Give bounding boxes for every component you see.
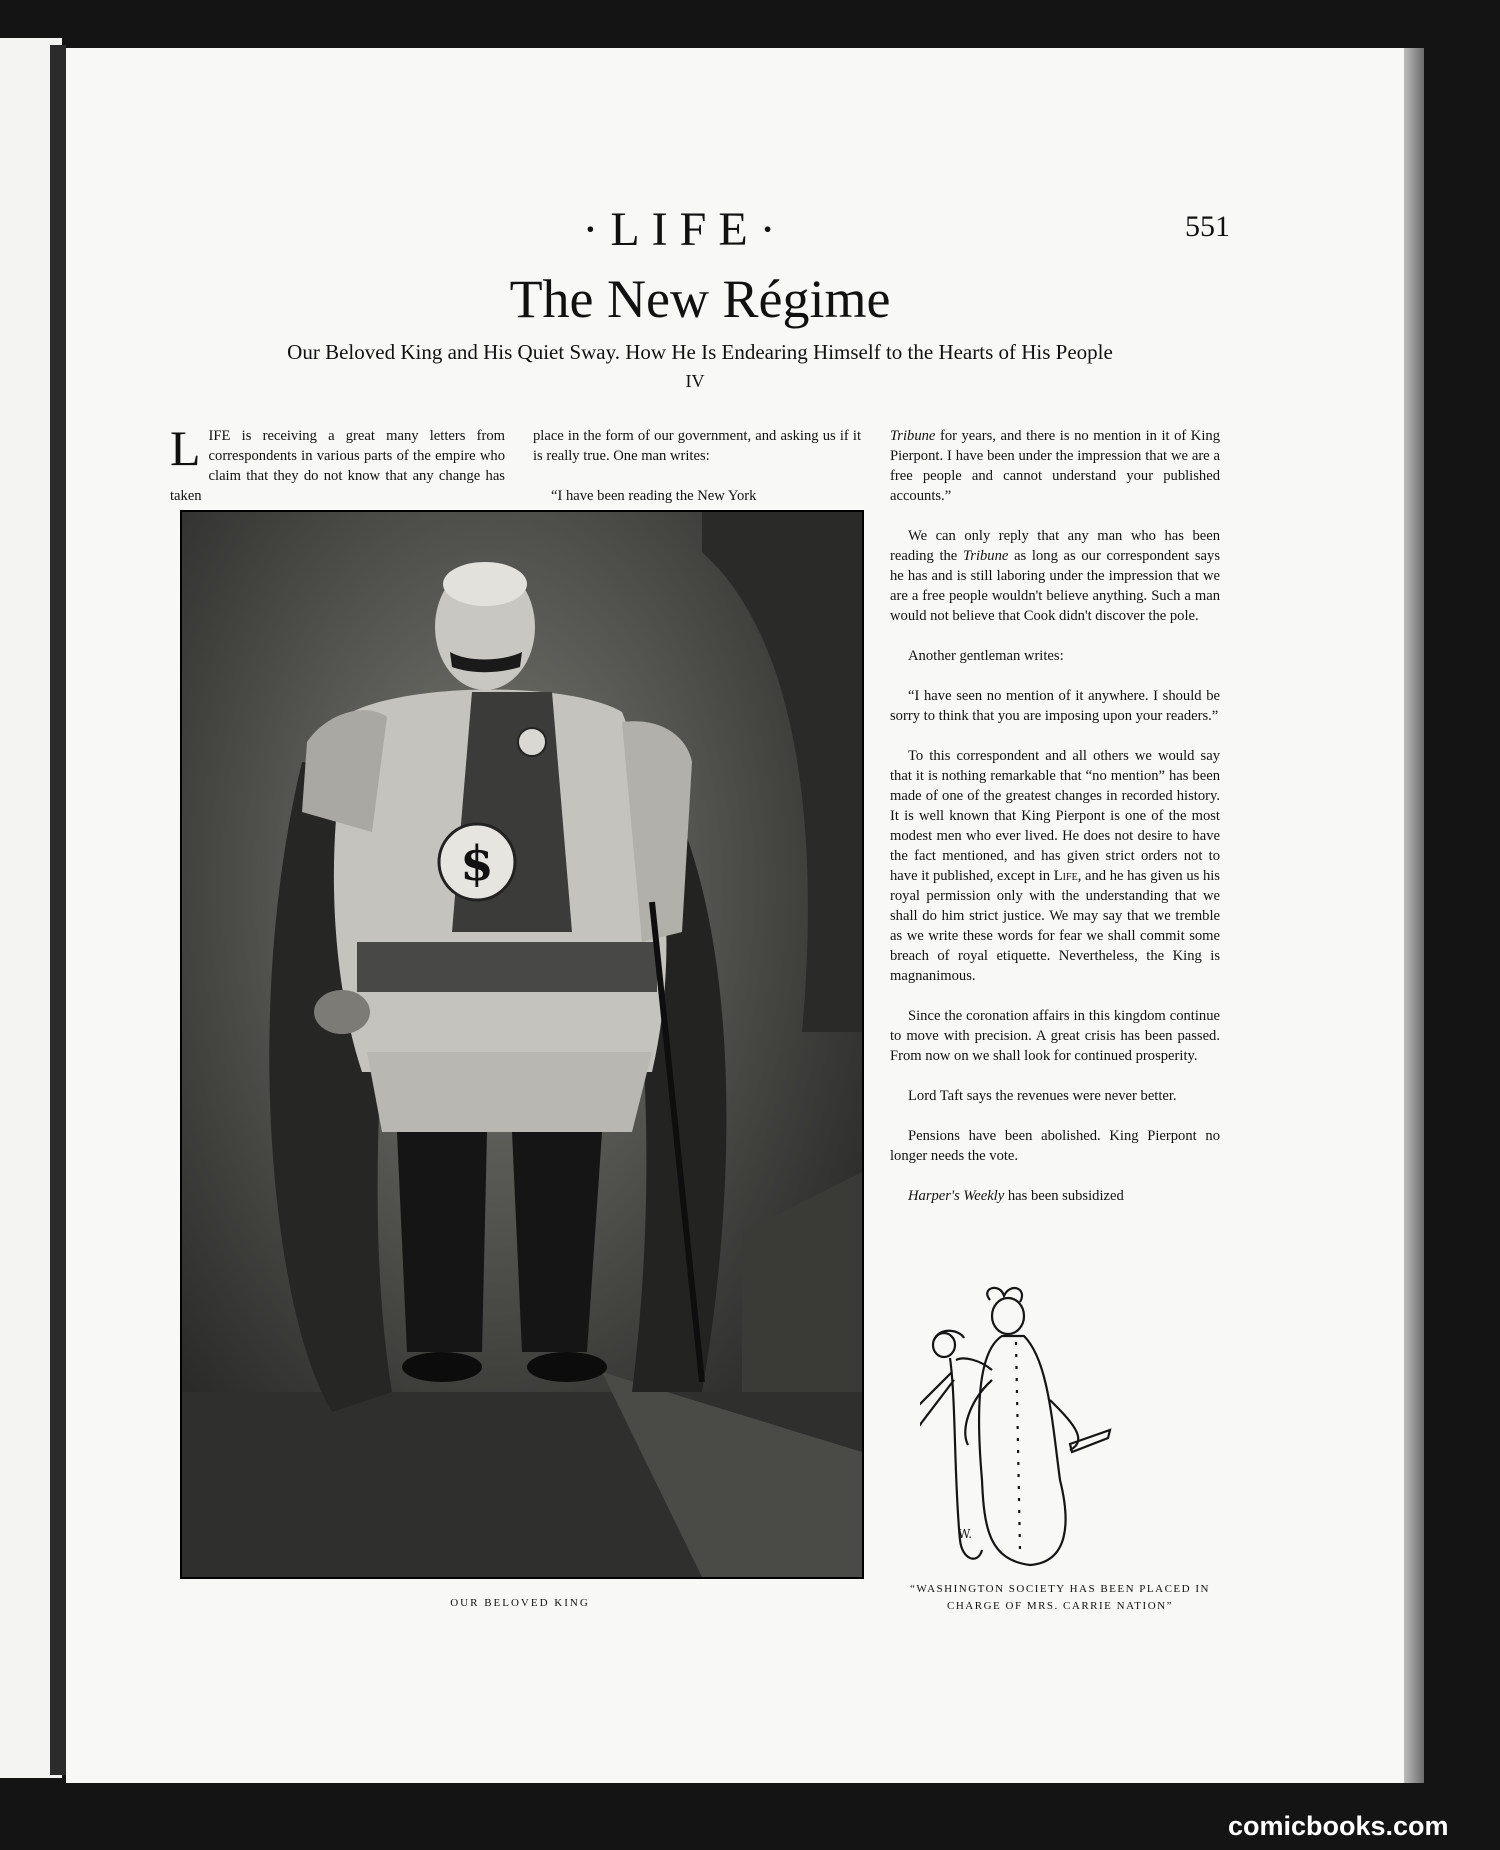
paragraph: Lord Taft says the revenues were never better. (908, 1088, 1177, 1104)
text-column-2 (533, 406, 861, 526)
king-portrait-photo (180, 510, 864, 1579)
cartoon-illustration (920, 1280, 1170, 1580)
cartoon-caption: “WASHINGTON SOCIETY HAS BEEN PLACED IN CHARGE OF MRS. CARRIE NATION” (910, 1583, 1210, 1612)
paragraph (890, 746, 1220, 986)
paragraph (890, 426, 1220, 506)
paragraph (890, 526, 1220, 626)
article-title: The New Régime (509, 269, 891, 329)
paragraph-text: We can only reply that any man who has been reading the (890, 528, 1220, 564)
paragraph-text: , and he has given us his royal permission only with the understanding that we shall do him strict justice. We may say that we tremble as we write these words for fear we shall commit some breach of royal etiquette. Nevertheless, the King is magnanimous. (890, 868, 1220, 984)
article-subtitle: Our Beloved King and His Quiet Sway. How He Is Endearing Himself to the Hearts of His People (287, 340, 1113, 364)
paragraph-text: as long as our correspondent says he has and is still laboring under the impression that we are a free people wouldn't believe anything. Such a man would not believe that Cook didn't discover the pole. (890, 548, 1221, 624)
italic-text: Tribune (890, 428, 936, 444)
opening-text: IFE is receiving a great many letters from correspondents in various parts of the empire who claim that they do not know that any change has taken (170, 428, 505, 504)
paragraph: Another gentleman writes: (908, 648, 1064, 664)
italic-text: Tribune (962, 548, 1009, 564)
opening-paragraph (170, 420, 505, 506)
paragraph: “I have seen no mention of it anywhere. I should be sorry to think that you are imposing upon your readers.” (890, 688, 1220, 724)
text-column-1 (170, 406, 505, 526)
cartoonist-signature: W. (958, 1527, 973, 1541)
site-watermark: comicbooks.com (1228, 1811, 1449, 1841)
drop-cap: L (170, 420, 201, 476)
portrait-illustration (182, 512, 862, 1577)
paragraph (890, 1186, 1220, 1206)
photo-caption: OUR BELOVED KING (450, 1597, 590, 1609)
paragraph-text: for years, and there is no mention in it of King Pierpont. I have been under the impression that we are a free people and cannot understand your published accounts.” (890, 428, 1220, 504)
dollar-badge-icon: $ (460, 836, 494, 892)
paragraph: “I have been reading the New York (551, 488, 757, 504)
paragraph: Pensions have been abolished. King Pierpont no longer needs the vote. (890, 1128, 1220, 1164)
paragraph-text: has been subsidized (1004, 1188, 1124, 1204)
paragraph-text: To this correspondent and all others we would say that it is nothing remarkable that “no mention” has been made of one of the greatest changes in recorded history. It is well known that King Pierpont is one of the most modest men who ever lived. He does not desire to have the fact mentioned, and has given strict orders not to have it published, except in (890, 748, 1220, 884)
italic-text: Harper's Weekly (908, 1188, 1005, 1204)
masthead: ·LIFE· (582, 203, 788, 256)
life-smallcaps: Life (1053, 868, 1078, 884)
page-edge-shadow (1404, 48, 1424, 1783)
page-number: 551 (1185, 210, 1230, 243)
binding-gutter (50, 45, 66, 1775)
section-number: IV (685, 371, 705, 391)
paragraph: place in the form of our government, and asking us if it is really true. One man writes: (533, 428, 861, 464)
text-column-3 (890, 406, 1220, 1226)
paragraph: Since the coronation affairs in this kingdom continue to move with precision. A great crisis has been passed. From now on we shall look for continued prosperity. (890, 1008, 1220, 1064)
